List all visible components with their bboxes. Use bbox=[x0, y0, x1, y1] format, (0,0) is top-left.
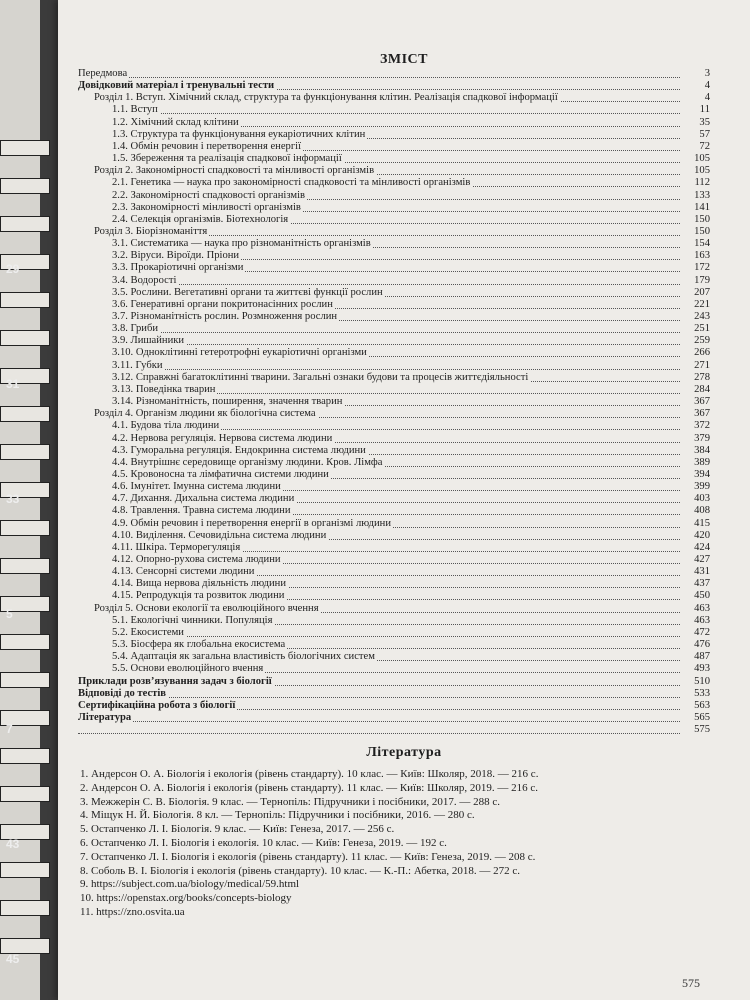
toc-entry bbox=[94, 226, 710, 238]
toc-entry-title: 2.3. Закономірності мінливості організмів bbox=[112, 201, 301, 213]
toc-entry-page: 379 bbox=[694, 432, 710, 444]
toc-entry-title: 5.1. Екологічні чинники. Популяція bbox=[112, 614, 273, 626]
toc-entry-title: 4.8. Травлення. Травна система людини bbox=[112, 505, 291, 517]
toc-entry-page: 163 bbox=[694, 250, 710, 262]
toc-entry bbox=[112, 469, 710, 481]
toc-entry bbox=[112, 396, 710, 408]
toc-entry-title: Передмова bbox=[78, 68, 128, 79]
toc-entry-page: 476 bbox=[694, 639, 710, 651]
toc-entry-page: 243 bbox=[694, 311, 710, 322]
reference-item: 8. Соболь В. І. Біологія і екологія (рівень стандарту). 10 клас. — К.-П.: Абетка, 2018. — 272 с. bbox=[80, 864, 521, 877]
toc-entry-page: 3 bbox=[704, 68, 710, 79]
toc-entry bbox=[112, 311, 710, 323]
reference-item: 11. https://zno.osvita.ua bbox=[80, 906, 185, 918]
toc-entry-title: 4.3. Гуморальна регуляція. Ендокринна система людини bbox=[112, 444, 366, 456]
answer-grid-strip bbox=[0, 140, 50, 156]
toc-entry-title: 3.10. Одноклітинні гетеротрофні еукаріотичні організми bbox=[112, 347, 367, 359]
left-page-number: 33 bbox=[6, 492, 20, 506]
toc-entry-page: 472 bbox=[694, 626, 710, 638]
toc-entry bbox=[112, 530, 710, 542]
toc-entry-page: 105 bbox=[694, 165, 710, 177]
toc-entry bbox=[112, 372, 710, 384]
toc-entry-title: 3.7. Різноманітність рослин. Розмноження рослин bbox=[112, 311, 338, 322]
toc-entry bbox=[112, 518, 710, 530]
toc-entry-title: Література bbox=[78, 711, 132, 723]
toc-entry-page: 408 bbox=[694, 505, 710, 517]
toc-entry-page: 133 bbox=[694, 189, 710, 201]
toc-entry bbox=[94, 408, 710, 420]
toc-entry-title: 4.13. Сенсорні системи людини bbox=[112, 566, 255, 578]
toc-entry bbox=[112, 299, 710, 311]
toc-entry bbox=[112, 287, 710, 299]
toc-entry-page: 403 bbox=[694, 493, 710, 505]
toc-entry-page: 266 bbox=[694, 347, 710, 359]
answer-grid-strip bbox=[0, 558, 50, 574]
toc-entry bbox=[94, 92, 710, 104]
left-page-number: 43 bbox=[6, 837, 20, 851]
toc-entry bbox=[112, 651, 710, 663]
toc-entry-title: Розділ 3. Біорізноманіття bbox=[94, 225, 208, 237]
answer-grid-strip bbox=[0, 330, 50, 346]
toc-entry bbox=[112, 141, 710, 153]
toc-entry-title: 4.4. Внутрішнє середовище організму людини. Кров. Лімфа bbox=[112, 456, 383, 468]
toc-entry-title: 3.5. Рослини. Вегетативні органи та життєві функції рослин bbox=[112, 286, 383, 298]
toc-entry-page: 221 bbox=[694, 298, 710, 310]
reference-item: 10. https://openstax.org/books/concepts-biology bbox=[80, 892, 292, 905]
reference-item: 5. Остапченко Л. І. Біологія. 9 клас. — Київ: Генеза, 2017. — 256 с. bbox=[80, 823, 395, 836]
toc-leader bbox=[112, 344, 680, 345]
toc-entry bbox=[112, 493, 710, 505]
answer-grid-strip bbox=[0, 862, 50, 878]
toc-entry bbox=[78, 724, 710, 736]
toc-entry bbox=[78, 700, 710, 712]
left-page-number: 45 bbox=[6, 952, 20, 966]
toc-entry-title: Довідковий матеріал і тренувальні тести bbox=[78, 80, 275, 92]
toc-entry-page: 259 bbox=[694, 335, 710, 347]
toc-entry-page: 72 bbox=[699, 140, 710, 152]
toc-entry bbox=[112, 505, 710, 517]
toc-entry bbox=[78, 68, 710, 80]
toc-entry bbox=[94, 603, 710, 615]
toc-entry bbox=[112, 384, 710, 396]
toc-entry-title: 3.4. Водорості bbox=[112, 274, 177, 286]
toc-entry bbox=[112, 129, 710, 141]
toc-entry-page: 394 bbox=[694, 468, 710, 480]
toc-entry-title: 4.7. Дихання. Дихальна система людини bbox=[112, 493, 295, 505]
toc-entry-page: 271 bbox=[694, 359, 710, 371]
toc-entry-page: 493 bbox=[694, 663, 710, 675]
toc-entry bbox=[112, 323, 710, 335]
reference-item: 9. https://subject.com.ua/biology/medical/59.html bbox=[80, 878, 300, 891]
toc-entry-page: 437 bbox=[694, 578, 710, 590]
answer-grid-strip bbox=[0, 748, 50, 764]
reference-item: 4. Міщук Н. Й. Біологія. 8 кл. — Тернопіль: Підручники і посібники, 2016. — 280 с. bbox=[80, 809, 475, 822]
toc-entry-page: 533 bbox=[694, 687, 710, 699]
toc-entry-title: Розділ 5. Основи екології та еволюційного вчення bbox=[94, 602, 319, 614]
toc-entry bbox=[112, 117, 710, 129]
toc-entry-page: 150 bbox=[694, 225, 710, 237]
toc-entry-title: 4.5. Кровоносна та лімфатична системи людини bbox=[112, 468, 329, 480]
toc-entry-title: Сертифікаційна робота з біології bbox=[78, 699, 236, 711]
toc-entry-title: 3.13. Поведінка тварин bbox=[112, 383, 216, 395]
toc-leader bbox=[112, 332, 680, 333]
toc-entry bbox=[112, 104, 710, 116]
toc-entry-title: 3.14. Різноманітність, поширення, значення тварин bbox=[112, 396, 343, 408]
toc-entry-title: 4.2. Нервова регуляція. Нервова система людини bbox=[112, 432, 333, 444]
answer-grid-strip bbox=[0, 292, 50, 308]
toc-entry-page: 207 bbox=[694, 286, 710, 298]
toc-entry bbox=[112, 347, 710, 359]
toc-entry-title: 4.1. Будова тіла людини bbox=[112, 420, 220, 432]
toc-entry-title: Відповіді до тестів bbox=[78, 687, 167, 699]
toc-leader bbox=[78, 697, 680, 698]
page-number: 575 bbox=[682, 976, 700, 990]
toc-entry-page: 563 bbox=[694, 699, 710, 711]
toc-entry-title: 4.14. Вища нервова діяльність людини bbox=[112, 578, 286, 590]
left-page-number: 5 bbox=[6, 607, 13, 621]
document-page bbox=[58, 0, 750, 1000]
toc-entry bbox=[78, 712, 710, 724]
toc-entry-title: 4.12. Опорно-рухова система людини bbox=[112, 554, 281, 565]
toc-entry-title: 2.2. Закономірності спадковості організмів bbox=[112, 189, 306, 201]
toc-entry bbox=[112, 214, 710, 226]
toc-leader bbox=[112, 369, 680, 370]
reference-item: 3. Межжерін С. В. Біологія. 9 клас. — Тернопіль: Підручники і посібники, 2017. — 288 с. bbox=[80, 795, 500, 808]
toc-leader bbox=[112, 636, 680, 637]
toc-leader bbox=[78, 77, 680, 78]
toc-entry-page: 150 bbox=[694, 213, 710, 225]
toc-entry-page: 35 bbox=[699, 116, 710, 128]
toc-entry bbox=[112, 250, 710, 262]
toc-entry-page: 431 bbox=[694, 566, 710, 578]
toc-entry bbox=[112, 202, 710, 214]
toc-entry bbox=[112, 445, 710, 457]
toc-entry-title: 1.5. Збереження та реалізація спадкової інформації bbox=[112, 153, 342, 165]
toc-entry bbox=[112, 433, 710, 445]
toc-entry bbox=[112, 457, 710, 469]
toc-entry-page: 372 bbox=[694, 420, 710, 432]
toc-entry-page: 284 bbox=[694, 383, 710, 395]
answer-grid-strip bbox=[0, 900, 50, 916]
toc-entry bbox=[112, 663, 710, 675]
toc-entry-page: 105 bbox=[694, 153, 710, 165]
toc-entry-page: 424 bbox=[694, 541, 710, 553]
toc-entry-page: 251 bbox=[694, 323, 710, 335]
toc-entry bbox=[78, 688, 710, 700]
toc-entry-page: 11 bbox=[699, 104, 710, 116]
toc-entry-page: 112 bbox=[694, 177, 710, 189]
toc-leader bbox=[78, 733, 680, 734]
toc-entry-page: 179 bbox=[694, 274, 710, 286]
toc-entry bbox=[112, 639, 710, 651]
reference-item: 2. Андерсон О. А. Біологія і екологія (рівень стандарту). 11 клас. — Київ: Школяр, 2019. — 216 с. bbox=[80, 781, 539, 794]
toc-entry-page: 463 bbox=[694, 602, 710, 614]
toc-leader bbox=[112, 284, 680, 285]
answer-grid-strip bbox=[0, 520, 50, 536]
toc-entry bbox=[112, 335, 710, 347]
toc-entry-title: 3.12. Справжні багатоклітинні тварини. Загальні ознаки будови та процесів життєдіяльності bbox=[112, 371, 529, 383]
toc-entry bbox=[78, 676, 710, 688]
toc-entry-page: 389 bbox=[694, 456, 710, 468]
toc-entry-title: 5.3. Біосфера як глобальна екосистема bbox=[112, 639, 286, 651]
toc-entry-title: 5.5. Основи еволюційного вчення bbox=[112, 663, 264, 675]
literature-title: Література bbox=[366, 745, 442, 760]
toc-entry-title: Розділ 1. Вступ. Хімічний склад, структура та функціонування клітин. Реалізація спадкової інформації bbox=[94, 92, 558, 104]
toc-entry bbox=[112, 481, 710, 493]
toc-entry-page: 367 bbox=[694, 408, 710, 420]
toc-entry-page: 415 bbox=[694, 517, 710, 529]
toc-title: ЗМІСТ bbox=[380, 52, 428, 67]
toc-entry-title: 1.4. Обмін речовин і перетворення енергії bbox=[112, 140, 302, 152]
toc-entry-title: 3.9. Лишайники bbox=[112, 335, 185, 347]
reference-item: 1. Андерсон О. А. Біологія і екологія (рівень стандарту). 10 клас. — Київ: Школяр, 2018. — 216 с. bbox=[80, 768, 539, 780]
toc-entry-title: 4.15. Репродукція та розвиток людини bbox=[112, 590, 285, 602]
toc-entry-page: 463 bbox=[694, 614, 710, 626]
toc-entry-title: 1.1. Вступ bbox=[112, 104, 158, 116]
toc-entry bbox=[112, 262, 710, 274]
toc-entry bbox=[112, 554, 710, 566]
toc-entry bbox=[94, 165, 710, 177]
answer-grid-strip bbox=[0, 444, 50, 460]
toc-entry-title: Розділ 2. Закономірності спадковості та мінливості організмів bbox=[94, 165, 375, 177]
toc-entry bbox=[112, 590, 710, 602]
left-page-number: 31 bbox=[6, 377, 20, 391]
toc-entry bbox=[112, 542, 710, 554]
toc-entry-title: 4.11. Шкіра. Терморегуляція bbox=[112, 541, 241, 553]
toc-entry bbox=[112, 360, 710, 372]
toc-entry-title: Розділ 4. Організм людини як біологічна система bbox=[94, 408, 316, 420]
toc-entry-page: 141 bbox=[694, 201, 710, 213]
toc-entry-page: 4 bbox=[704, 80, 710, 92]
toc-entry-page: 510 bbox=[694, 675, 710, 687]
toc-entry-title: 5.4. Адаптація як загальна властивість біологічних систем bbox=[112, 651, 375, 663]
toc-entry bbox=[112, 238, 710, 250]
toc-entry-title: 5.2. Екосистеми bbox=[112, 626, 184, 638]
toc-entry-page: 427 bbox=[694, 554, 710, 565]
toc-entry-title: 3.1. Систематика — наука про різноманітність організмів bbox=[112, 238, 371, 250]
toc-leader bbox=[78, 721, 680, 722]
toc-entry bbox=[112, 153, 710, 165]
toc-entry bbox=[112, 615, 710, 627]
toc-entry-page: 384 bbox=[694, 444, 710, 456]
toc-entry-title: 4.6. Імунітет. Імунна система людини bbox=[112, 481, 281, 493]
left-page-number: 7 bbox=[6, 722, 13, 736]
toc-entry bbox=[78, 80, 710, 92]
toc-entry-title: Приклади розв’язування задач з біології bbox=[78, 675, 272, 687]
answer-grid-strip bbox=[0, 786, 50, 802]
toc-entry bbox=[112, 177, 710, 189]
toc-entry-title: 3.3. Прокаріотичні організми bbox=[112, 262, 244, 274]
toc-entry-title: 3.2. Віруси. Віроїди. Пріони bbox=[112, 250, 240, 262]
toc-entry-page: 278 bbox=[694, 371, 710, 383]
toc-entry-title: 4.9. Обмін речовин і перетворення енергії в організмі людини bbox=[112, 517, 392, 529]
toc-entry bbox=[112, 275, 710, 287]
toc-entry bbox=[112, 627, 710, 639]
answer-grid-strip bbox=[0, 178, 50, 194]
toc-entry-page: 367 bbox=[694, 396, 710, 408]
toc-entry bbox=[112, 578, 710, 590]
toc-leader bbox=[112, 113, 680, 114]
toc-entry-title: 1.2. Хімічний склад клітини bbox=[112, 116, 239, 128]
toc-entry-title: 4.10. Виділення. Сечовидільна система людини bbox=[112, 529, 327, 541]
toc-entry-page: 154 bbox=[694, 238, 710, 250]
answer-grid-strip bbox=[0, 672, 50, 688]
answer-grid-strip bbox=[0, 406, 50, 422]
answer-grid-strip bbox=[0, 634, 50, 650]
toc-entry-title: 3.6. Генеративні органи покритонасінних рослин bbox=[112, 298, 333, 310]
reference-item: 7. Остапченко Л. І. Біологія і екологія (рівень стандарту). 11 клас. — Київ: Генеза, 2019. — 208 с. bbox=[80, 850, 536, 863]
toc-entry-title: 2.1. Генетика — наука про закономірності спадковості та мінливості організмів bbox=[112, 177, 471, 189]
left-page-number: 29 bbox=[6, 262, 20, 276]
answer-grid-strip bbox=[0, 216, 50, 232]
toc-entry-page: 450 bbox=[694, 590, 710, 602]
toc-entry-page: 420 bbox=[694, 529, 710, 541]
toc-entry bbox=[112, 420, 710, 432]
reference-item: 6. Остапченко Л. І. Біологія і екологія. 10 клас. — Київ: Генеза, 2019. — 192 с. bbox=[80, 837, 447, 849]
toc-entry-page: 57 bbox=[699, 128, 710, 140]
toc-entry-page: 172 bbox=[694, 262, 710, 274]
toc-entry-page: 4 bbox=[704, 92, 710, 104]
toc-entry-page: 399 bbox=[694, 481, 710, 493]
toc-entry-page: 565 bbox=[694, 711, 710, 723]
toc-entry-page: 487 bbox=[694, 651, 710, 663]
toc-entry-title: 3.11. Губки bbox=[112, 359, 163, 371]
toc-entry bbox=[112, 566, 710, 578]
toc-entry-title: 2.4. Селекція організмів. Біотехнологія bbox=[112, 213, 289, 225]
toc-entry-page: 575 bbox=[694, 724, 710, 736]
toc-entry bbox=[112, 190, 710, 202]
toc-entry-title: 1.3. Структура та функціонування еукаріотичних клітин bbox=[112, 128, 366, 140]
toc-entry-title: 3.8. Гриби bbox=[112, 323, 159, 335]
